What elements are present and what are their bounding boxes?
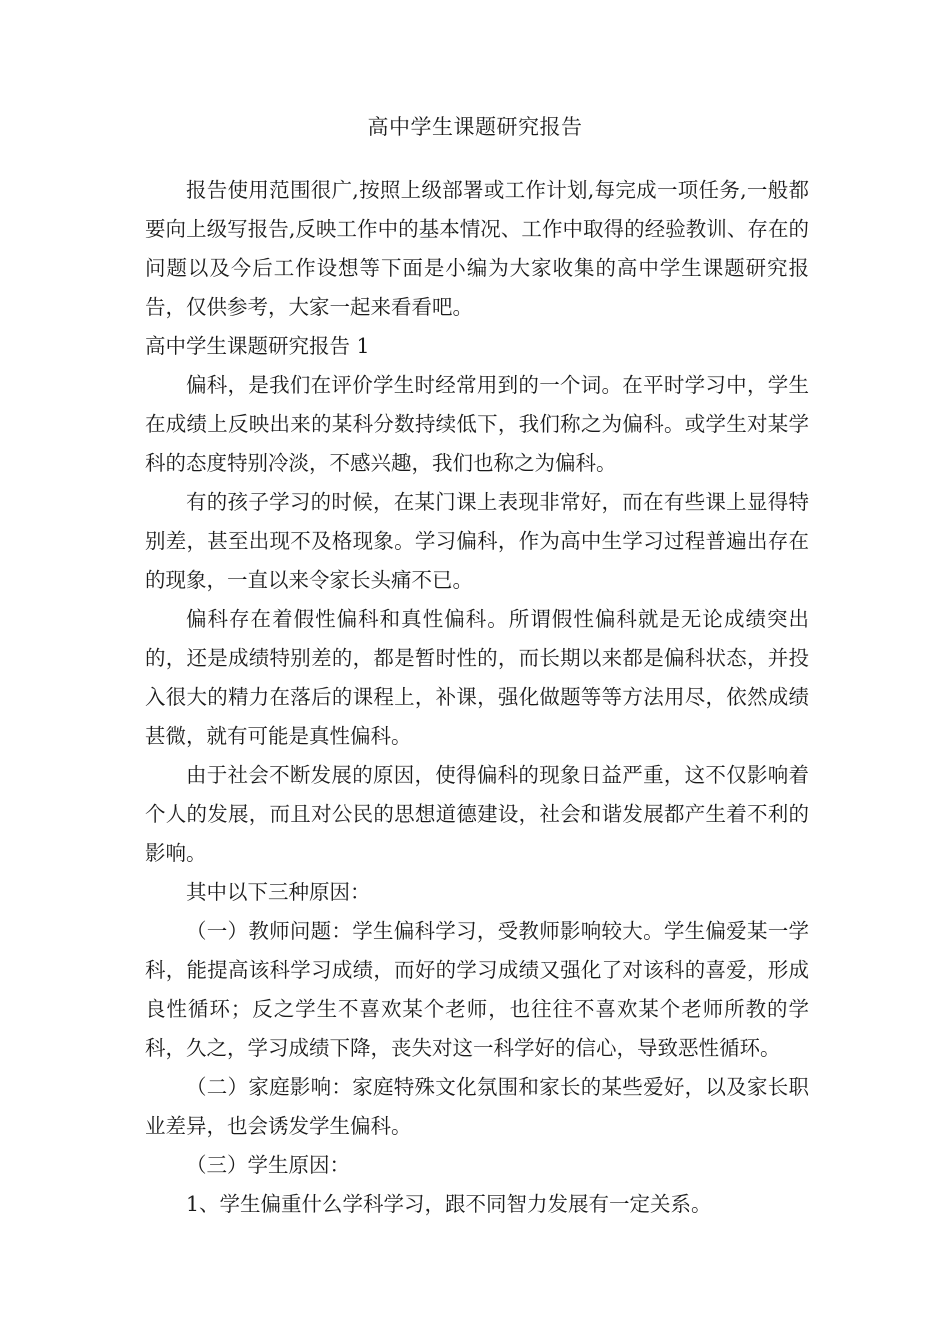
body-paragraph: （二）家庭影响：家庭特殊文化氛围和家长的某些爱好，以及家长职业差异，也会诱发学生偏科。 xyxy=(145,1075,809,1138)
body-paragraph: （三）学生原因： xyxy=(186,1153,350,1177)
body-paragraph: 由于社会不断发展的原因，使得偏科的现象日益严重，这不仅影响着个人的发展，而且对公民的思想道德建设，社会和谐发展都产生着不利的影响。 xyxy=(145,763,809,865)
document-title: 高中学生课题研究报告 xyxy=(367,115,583,139)
section-heading: 高中学生课题研究报告 1 xyxy=(145,334,370,358)
intro-paragraph: 报告使用范围很广,按照上级部署或工作计划,每完成一项任务,一般都要向上级写报告,反映工作中的基本情况、工作中取得的经验教训、存在的问题以及今后工作设想等下面是小编为大家收集的高中学生课题研究报告，仅供参考，大家一起来看看吧。 xyxy=(145,178,809,319)
body-paragraph: 1、学生偏重什么学科学习，跟不同智力发展有一定关系。 xyxy=(186,1192,712,1216)
body-paragraph: 偏科，是我们在评价学生时经常用到的一个词。在平时学习中，学生在成绩上反映出来的某科分数持续低下，我们称之为偏科。或学生对某学科的态度特别冷淡，不感兴趣，我们也称之为偏科。 xyxy=(145,373,809,475)
document-body xyxy=(145,171,809,1224)
body-paragraph: （一）教师问题：学生偏科学习，受教师影响较大。学生偏爱某一学科，能提高该科学习成绩，而好的学习成绩又强化了对该科的喜爱，形成良性循环；反之学生不喜欢某个老师，也往往不喜欢某个老师所教的学科，久之，学习成绩下降，丧失对这一科学好的信心，导致恶性循环。 xyxy=(145,919,809,1060)
body-paragraph: 其中以下三种原因： xyxy=(186,880,371,904)
body-paragraph: 偏科存在着假性偏科和真性偏科。所谓假性偏科就是无论成绩突出的，还是成绩特别差的，都是暂时性的，而长期以来都是偏科状态，并投入很大的精力在落后的课程上，补课，强化做题等等方法用尽，依然成绩甚微，就有可能是真性偏科。 xyxy=(145,607,809,748)
body-paragraph: 有的孩子学习的时候，在某门课上表现非常好，而在有些课上显得特别差，甚至出现不及格现象。学习偏科，作为高中生学习过程普遍出存在的现象，一直以来令家长头痛不已。 xyxy=(145,490,809,592)
